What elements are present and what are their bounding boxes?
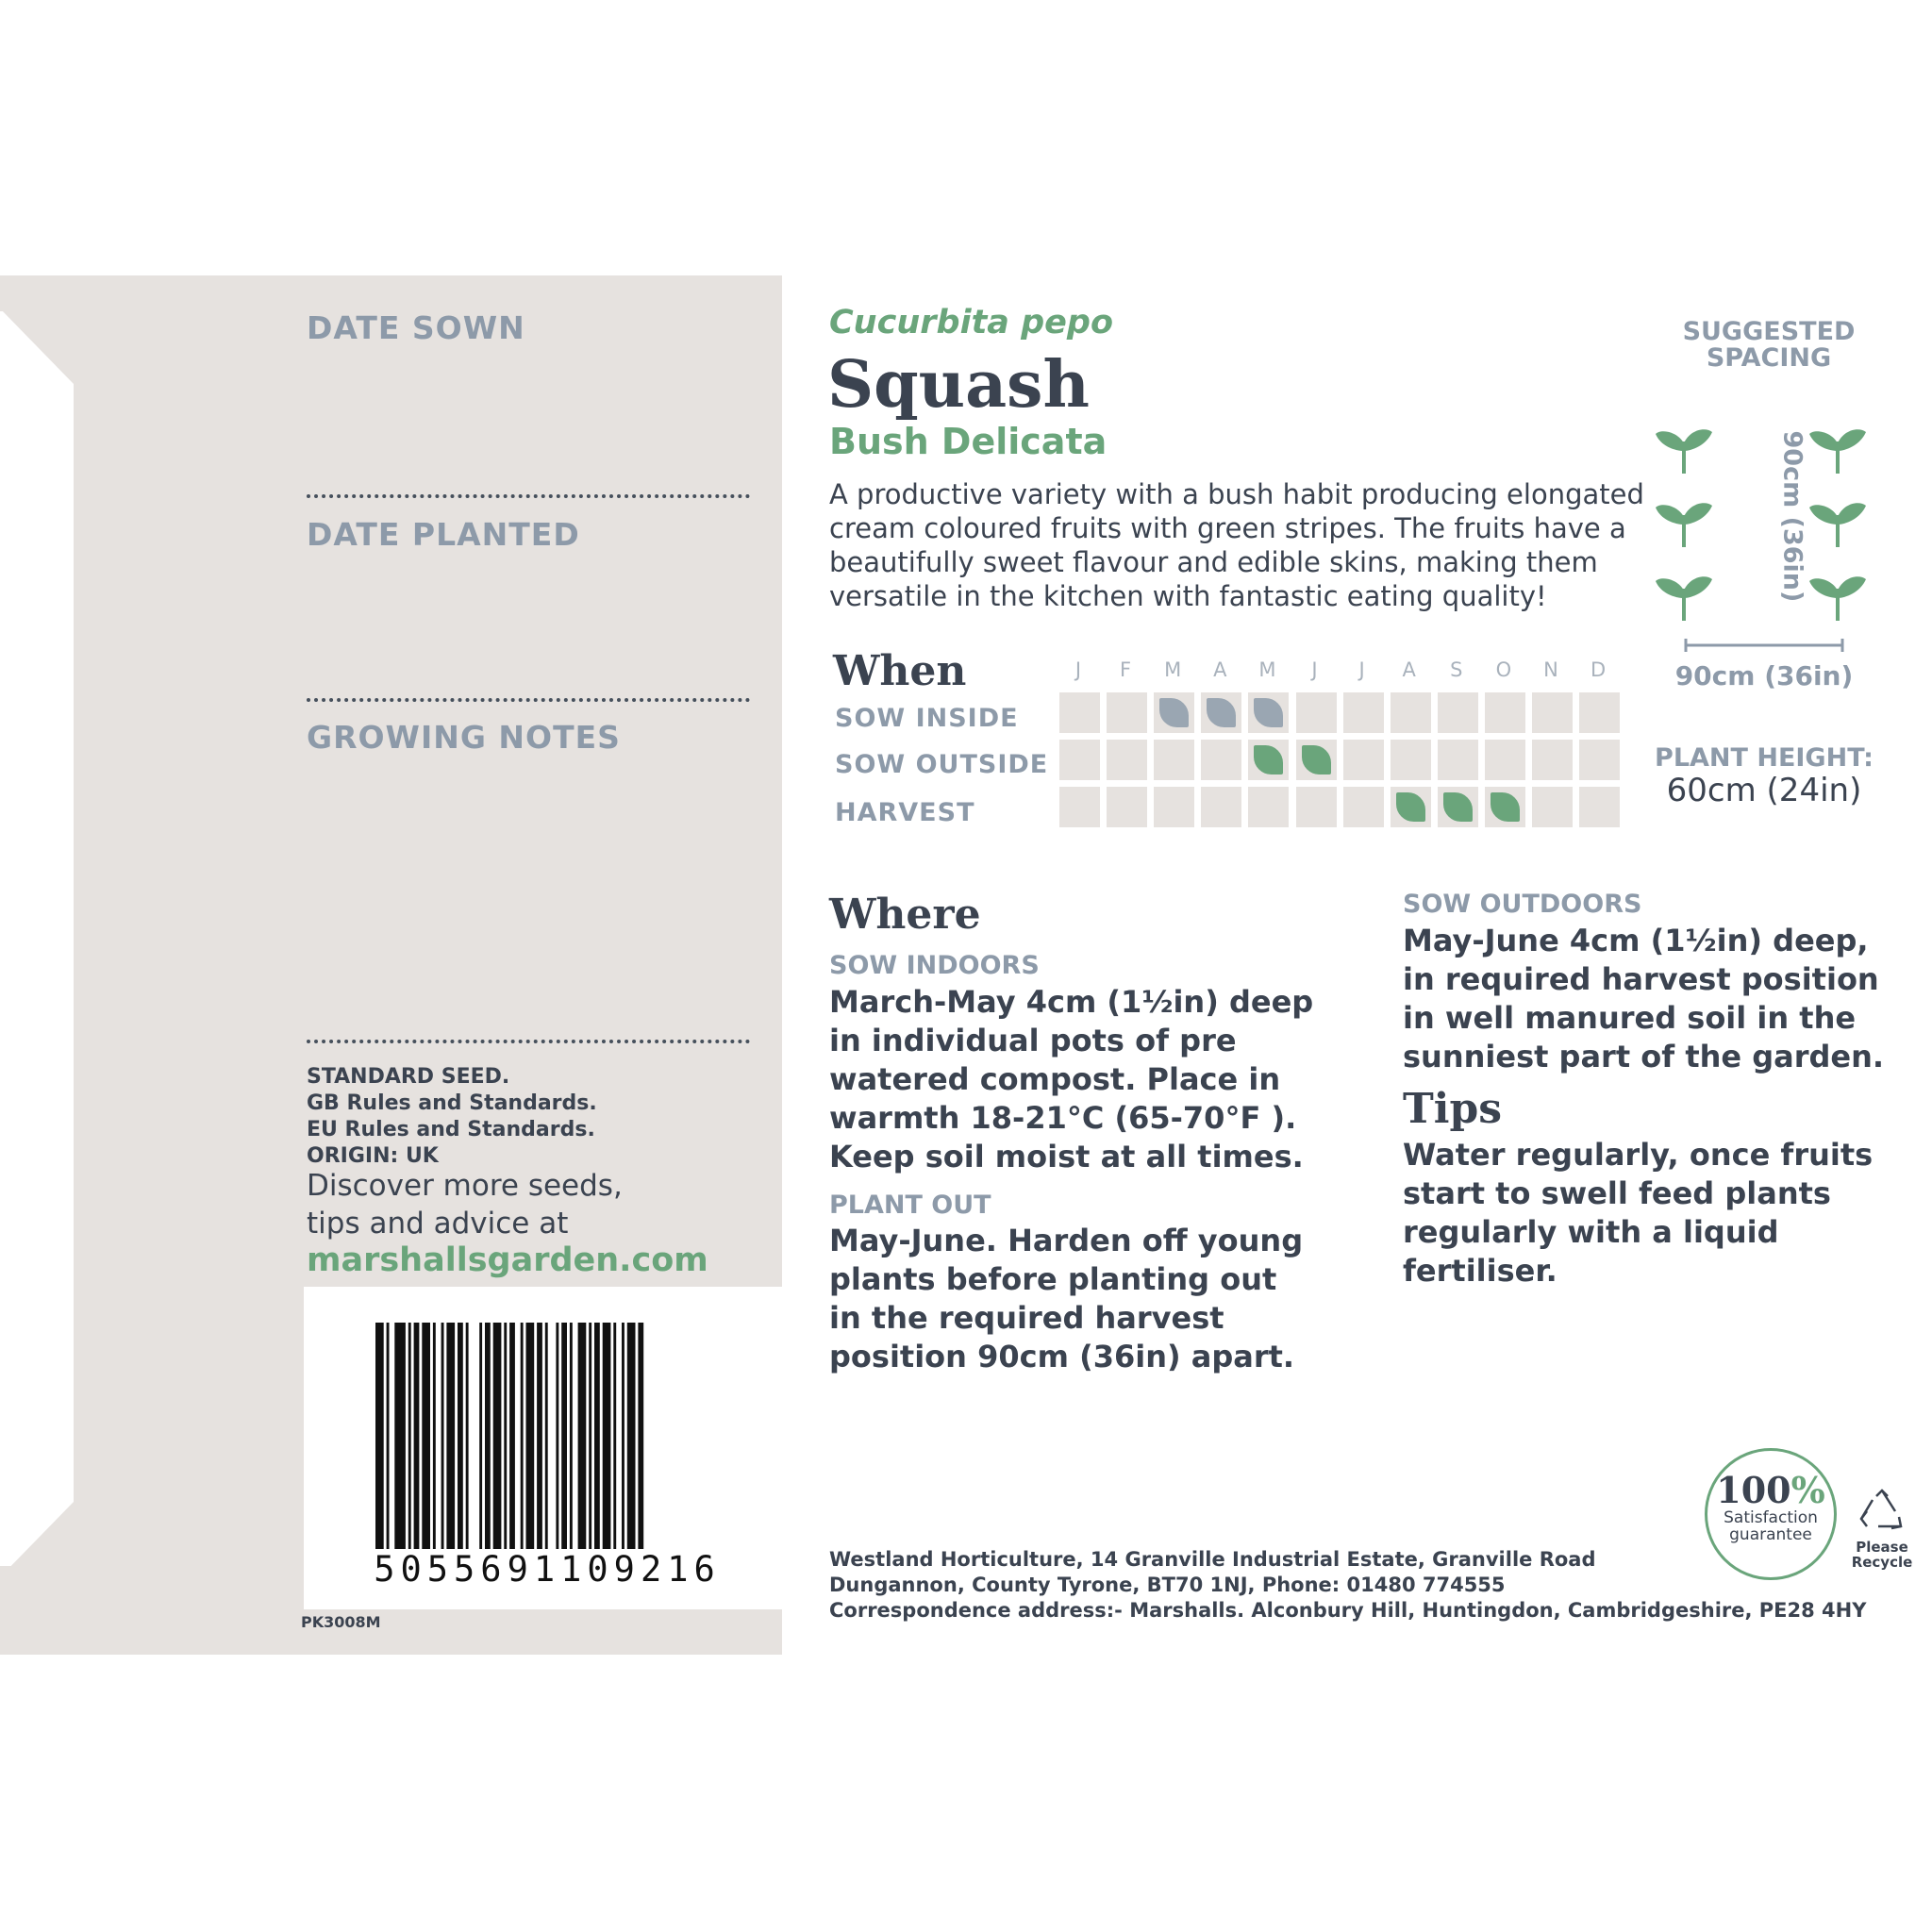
sowing-calendar-grid (1059, 692, 1625, 834)
when-heading: When (833, 647, 967, 695)
seed-standards (307, 1064, 597, 1170)
calendar-cell (1201, 692, 1241, 733)
barcode-bar (466, 1323, 469, 1549)
barcode-bar (458, 1323, 463, 1549)
calendar-cell (1154, 692, 1194, 733)
horizontal-spacing-label: 90cm (36in) (1674, 660, 1854, 691)
barcode-bar (638, 1323, 643, 1549)
month-label: O (1495, 658, 1512, 681)
calendar-cell (1343, 692, 1384, 733)
month-label: A (1213, 658, 1227, 681)
barcode-bar (504, 1323, 507, 1549)
calendar-cell (1438, 787, 1478, 827)
calendar-cell (1391, 692, 1431, 733)
barcode-bar (526, 1323, 535, 1549)
calendar-cell (1296, 740, 1337, 780)
barcode-bar (537, 1323, 542, 1549)
barcode-bar (375, 1323, 384, 1549)
leaf-icon (1254, 745, 1283, 774)
calendar-cell (1248, 740, 1289, 780)
website-link[interactable]: marshallsgarden.com (307, 1241, 708, 1279)
calendar-cell (1579, 692, 1620, 733)
product-title: Squash (827, 347, 1090, 423)
text-line: in well manured soil in the (1403, 1000, 1857, 1036)
calendar-cell (1248, 692, 1289, 733)
calendar-cell (1059, 787, 1100, 827)
calendar-cell (1059, 692, 1100, 733)
barcode-number: 5055691109216 (374, 1549, 721, 1590)
barcode-bar (556, 1323, 558, 1549)
text-line: in the required harvest (829, 1300, 1224, 1336)
recycle-line: Please (1856, 1539, 1908, 1556)
barcode-bars (375, 1323, 724, 1549)
calendar-cell (1154, 740, 1194, 780)
sow-indoors-text (829, 983, 1357, 1176)
text-line: plants before planting out (829, 1261, 1277, 1297)
divider (307, 494, 750, 498)
month-label: S (1450, 658, 1463, 681)
sow-indoors-label: SOW INDOORS (829, 951, 1040, 980)
calendar-cell (1059, 740, 1100, 780)
spacing-title (1632, 319, 1906, 372)
leaf-icon (1443, 792, 1473, 822)
address-line: Westland Horticulture, 14 Granville Industrial Estate, Granville Road (829, 1548, 1596, 1571)
barcode-bar (422, 1323, 430, 1549)
text-line: sunniest part of the garden. (1403, 1039, 1885, 1074)
calendar-cell (1485, 740, 1525, 780)
spacing-title-line: SPACING (1706, 343, 1832, 373)
month-label: M (1164, 658, 1182, 681)
badge-percent (1707, 1469, 1834, 1511)
product-description (829, 477, 1659, 613)
calendar-cell (1438, 692, 1478, 733)
calendar-cell (1201, 740, 1241, 780)
text-line: May-June. Harden off young (829, 1223, 1304, 1258)
row-label-sow-inside: SOW INSIDE (835, 704, 1019, 733)
text-line: regularly with a liquid fertiliser. (1403, 1214, 1779, 1289)
text-line: in individual pots of pre (829, 1023, 1237, 1058)
divider (307, 698, 750, 702)
calendar-cell (1296, 787, 1337, 827)
address-line: Dungannon, County Tyrone, BT70 1NJ, Phone: 01480 774555 (829, 1574, 1506, 1596)
barcode-bar (387, 1323, 390, 1549)
barcode-bar (545, 1323, 548, 1549)
calendar-cell (1391, 787, 1431, 827)
month-label: J (1358, 658, 1365, 681)
sow-outdoors-text (1403, 922, 1912, 1076)
recycle-icon (1857, 1489, 1907, 1536)
barcode-bar (479, 1323, 482, 1549)
barcode-bar (485, 1323, 491, 1549)
leaf-icon (1159, 698, 1189, 727)
leaf-icon (1302, 745, 1331, 774)
barcode-bar (414, 1323, 420, 1549)
barcode-bar (570, 1323, 573, 1549)
calendar-cell (1201, 787, 1241, 827)
calendar-cell (1248, 787, 1289, 827)
row-label-harvest: HARVEST (835, 798, 975, 827)
calendar-cell (1107, 740, 1147, 780)
tips-text (1403, 1136, 1917, 1291)
description-line: beautifully sweet flavour and edible skins, making them (829, 546, 1598, 578)
barcode-bar (433, 1323, 436, 1549)
leaf-icon (1491, 792, 1520, 822)
vertical-spacing (1769, 430, 1807, 603)
calendar-cell (1438, 740, 1478, 780)
calendar-cell (1296, 692, 1337, 733)
plant-height-value: 60cm (24in) (1666, 772, 1862, 809)
badge-line: guarantee (1729, 1525, 1812, 1544)
barcode-bar (493, 1323, 502, 1549)
barcode-bar (394, 1323, 406, 1549)
calendar-cell (1107, 787, 1147, 827)
calendar-cell (1107, 692, 1147, 733)
calendar-cell (1532, 740, 1573, 780)
calendar-cell (1343, 787, 1384, 827)
barcode-bar (603, 1323, 611, 1549)
barcode-bar (613, 1323, 616, 1549)
barcode-bar (589, 1323, 591, 1549)
text-line: Keep soil moist at all times. (829, 1139, 1304, 1174)
month-label: F (1120, 658, 1132, 681)
plant-out-text (829, 1222, 1357, 1376)
calendar-cell (1485, 787, 1525, 827)
standards-line: STANDARD SEED. (307, 1065, 510, 1089)
barcode-bar (622, 1323, 625, 1549)
month-label: N (1543, 658, 1558, 681)
leaf-icon (1396, 792, 1425, 822)
barcode-bar (578, 1323, 587, 1549)
promo-line: tips and advice at (307, 1207, 569, 1241)
text-line: May-June 4cm (1½in) deep, (1403, 923, 1869, 958)
horizontal-measure-line (1684, 638, 1844, 653)
barcode-bar (521, 1323, 524, 1549)
badge-percent-sign: % (1790, 1469, 1825, 1511)
month-label: J (1311, 658, 1318, 681)
calendar-cell (1579, 787, 1620, 827)
barcode-bar (627, 1323, 636, 1549)
leaf-icon (1207, 698, 1236, 727)
latin-name: Cucurbita pepo (829, 304, 1114, 341)
where-heading: Where (829, 891, 981, 939)
text-line: start to swell feed plants (1403, 1175, 1831, 1211)
description-line: A productive variety with a bush habit producing elongated (829, 478, 1644, 510)
calendar-cell (1579, 740, 1620, 780)
plant-height-label: PLANT HEIGHT: (1655, 743, 1874, 773)
address-line: Correspondence address:- Marshalls. Alconbury Hill, Huntingdon, Cambridgeshire, PE28 4HY (829, 1599, 1867, 1622)
variety-name: Bush Delicata (829, 421, 1108, 462)
description-line: versatile in the kitchen with fantastic eating quality! (829, 580, 1547, 612)
month-label: J (1074, 658, 1082, 681)
promo-text (307, 1167, 623, 1242)
standards-line: EU Rules and Standards. (307, 1118, 595, 1141)
calendar-cell (1154, 787, 1194, 827)
company-address (829, 1547, 1886, 1624)
text-line: warmth 18-21°C (65-70°F ). (829, 1100, 1297, 1136)
spacing-title-line: SUGGESTED (1682, 317, 1856, 346)
barcode-bar (561, 1323, 567, 1549)
calendar-cell (1532, 787, 1573, 827)
text-line: in required harvest position (1403, 961, 1879, 997)
text-line: watered compost. Place in (829, 1061, 1281, 1097)
barcode (304, 1287, 782, 1609)
growing-notes-label: GROWING NOTES (307, 719, 621, 756)
description-line: cream coloured fruits with green stripes. The fruits have a (829, 512, 1626, 544)
date-planted-label: DATE PLANTED (307, 516, 580, 553)
product-code: PK3008M (301, 1613, 381, 1631)
calendar-cell (1391, 740, 1431, 780)
plant-out-label: PLANT OUT (829, 1191, 991, 1220)
recycle-line: Recycle (1851, 1554, 1913, 1571)
badge-line: Satisfaction (1724, 1508, 1818, 1527)
sow-outdoors-label: SOW OUTDOORS (1403, 890, 1642, 919)
text-line: March-May 4cm (1½in) deep (829, 984, 1314, 1020)
month-label: M (1258, 658, 1276, 681)
barcode-bar (446, 1323, 455, 1549)
tips-heading: Tips (1403, 1085, 1502, 1133)
row-label-sow-outside: SOW OUTSIDE (835, 750, 1049, 779)
text-line: Water regularly, once fruits (1403, 1137, 1874, 1173)
standards-line: GB Rules and Standards. (307, 1091, 597, 1115)
leaf-icon (1254, 698, 1283, 727)
badge-number: 100 (1716, 1469, 1791, 1511)
promo-line: Discover more seeds, (307, 1169, 623, 1203)
text-line: position 90cm (36in) apart. (829, 1339, 1295, 1374)
vertical-spacing-label: 90cm (36in) (1777, 430, 1807, 603)
panel-notch-shape (0, 275, 75, 1655)
barcode-bar (594, 1323, 600, 1549)
standards-line: ORIGIN: UK (307, 1144, 439, 1168)
month-label: D (1591, 658, 1607, 681)
barcode-bar (441, 1323, 444, 1549)
month-label: A (1402, 658, 1416, 681)
barcode-bar (509, 1323, 515, 1549)
divider (307, 1040, 750, 1043)
barcode-bar (408, 1323, 411, 1549)
date-sown-label: DATE SOWN (307, 309, 525, 346)
calendar-cell (1485, 692, 1525, 733)
calendar-cell (1532, 692, 1573, 733)
calendar-cell (1343, 740, 1384, 780)
